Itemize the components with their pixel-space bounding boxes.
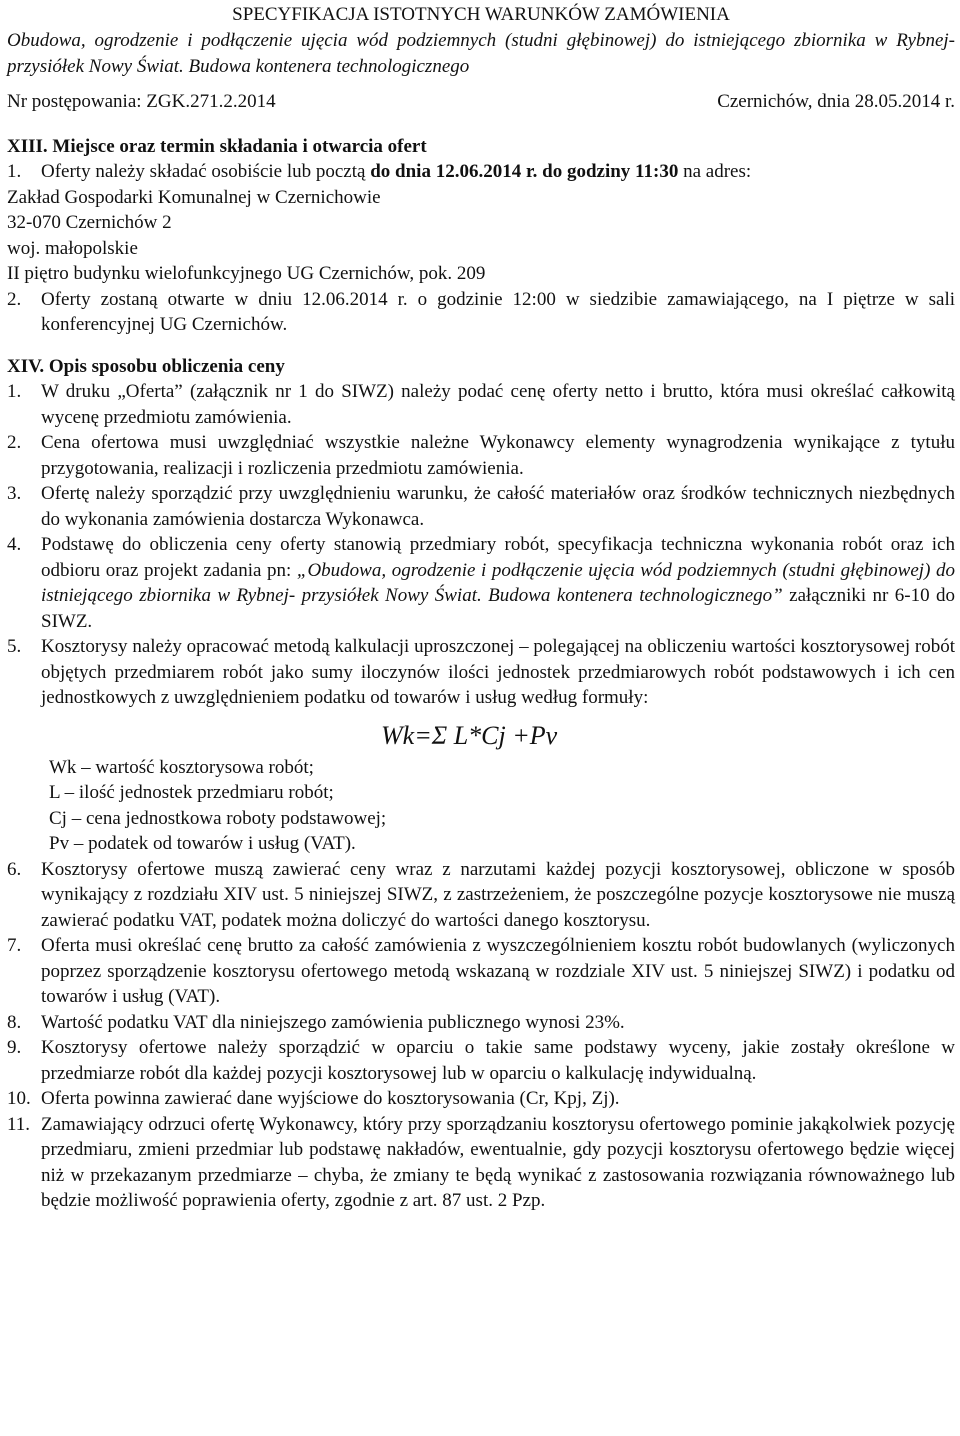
- item-text: Wartość podatku VAT dla niniejszego zamówienia publicznego wynosi 23%.: [41, 1011, 625, 1033]
- section-14-item-5: [7, 634, 955, 711]
- place-date: Czernichów, dnia 28.05.2014 r.: [717, 91, 955, 112]
- item-text: Ofertę należy sporządzić przy uwzględnieniu warunku, że całość materiałów oraz środków technicznych niezbędnych do wykonania zamówienia dostarcza Wykonawca.: [41, 483, 955, 530]
- item-text: Cena ofertowa musi uwzględniać wszystkie należne Wykonawcy elementy wynagrodzenia wynikające z tytułu przygotowania, realizacji i rozliczenia przedmiotu zamówienia.: [41, 432, 955, 479]
- item-text: Zamawiający odrzuci ofertę Wykonawcy, który przy sporządzaniu kosztorysu ofertowego pominie jakąkolwiek pozycję przedmiaru, zmieni przedmiar lub podstawę nakładów, ewentualnie, gdy pozycji kosztorysu ofertowego będzie więcej niż w przekazanym przedmiarze – chyba, że zmiany te będą wynikać z zastosowania rozwiązania równoważnego lub będzie możliwość poprawienia oferty, zgodnie z art. 87 ust. 2 Pzp.: [41, 1113, 955, 1211]
- item-number: 8.: [7, 1011, 22, 1033]
- item-text-end: o godzinie 12:00 w siedzibie zamawiającego, na I piętrze w sali konferencyjnej UG Czernichów.: [41, 288, 956, 335]
- item-number: 9.: [7, 1037, 22, 1058]
- address-line: woj. małopolskie: [7, 237, 138, 259]
- section-14-item-1: [7, 379, 955, 430]
- item-text: Kosztorysy należy opracować metodą kalkulacji uproszczonej – polegającej na obliczeniu wartości kosztorysowej robót objętych przedmiarem robót jako sumy iloczynów ilości jednostek przedmiarowych robót podstawowych i ich cen jednostkowych z uwzględnieniem podatku od towarów i usług według formuły:: [41, 636, 955, 708]
- address-block: [7, 185, 955, 287]
- item-text-end: załączniki nr 6-10 do SIWZ.: [41, 585, 956, 632]
- definition-line: Pv – podatek od towarów i usług (VAT).: [49, 833, 356, 854]
- address-line: 32-070 Czernichów 2: [7, 212, 172, 233]
- item-text: Oferty zostaną otwarte w dniu: [41, 288, 303, 310]
- item-number: 1.: [7, 381, 22, 402]
- formula-definitions: [49, 755, 955, 857]
- section-13-item-1: [7, 159, 955, 185]
- item-text: W druku „Oferta” (załącznik nr 1 do SIWZ) należy podać cenę oferty netto i brutto, która musi określać całkowitą wycenę przedmiotu zamówienia.: [41, 381, 955, 428]
- deadline-text: do dnia 12.06.2014 r. do godziny 11:30: [370, 161, 679, 182]
- address-line: Zakład Gospodarki Komunalnej w Czernichowie: [7, 186, 381, 208]
- item-number: 11.: [7, 1113, 31, 1135]
- item-text: Kosztorysy ofertowe muszą zawierać ceny wraz z narzutami każdej pozycji kosztorysowej, obliczone w sposób wynikający z rozdziału XIV ust. 5 niniejszej SIWZ, z zastrzeżeniem, że poszczególne pozycje kosztorysowe nie muszą zawierać podatku VAT, podatek można doliczyć do wartości danego kosztorysu.: [41, 858, 955, 931]
- item-text: Oferta powinna zawierać dane wyjściowe do kosztorysowania (Cr, Kpj, Zj).: [41, 1088, 620, 1109]
- item-number: 1.: [7, 161, 22, 182]
- item-text: Kosztorysy ofertowe należy sporządzić w oparciu o takie same podstawy wyceny, jakie zostały określone w przedmiarze robót dla każdej pozycji kosztorysowej lub w oparciu o kalkulację indywidualną.: [41, 1037, 955, 1084]
- section-14-item-7: [7, 933, 955, 1010]
- section-14-item-3: [7, 481, 955, 532]
- section-14-item-10: [7, 1086, 955, 1112]
- item-number: 4.: [7, 534, 22, 555]
- item-text-end: na adres:: [678, 161, 752, 182]
- item-number: 3.: [7, 483, 22, 504]
- section-14-item-9: [7, 1035, 955, 1086]
- item-text: Oferty należy składać osobiście lub pocztą: [41, 161, 371, 182]
- definition-line: Wk – wartość kosztorysowa robót;: [49, 756, 314, 778]
- item-number: 10.: [7, 1088, 31, 1109]
- section-14-item-11: [7, 1112, 955, 1214]
- document-title: SPECYFIKACJA ISTOTNYCH WARUNKÓW ZAMÓWIENIA: [232, 4, 730, 25]
- document-page: [7, 0, 955, 1214]
- section-14-item-8: [7, 1010, 955, 1036]
- item-number: 2.: [7, 288, 22, 310]
- header-meta-row: [7, 89, 955, 115]
- case-number: Nr postępowania: ZGK.271.2.2014: [7, 91, 276, 112]
- section-14-title: XIV. Opis sposobu obliczenia ceny: [7, 355, 285, 377]
- section-13-title: XIII. Miejsce oraz termin składania i otwarcia ofert: [7, 135, 427, 157]
- project-name: „Obudowa, ogrodzenie i podłączenie ujęcia wód podziemnych (studni głębinowej) do istniejącego zbiornika w Rybnej- przysiółek Nowy Świat. Budowa kontenera technologicznego”: [41, 559, 955, 606]
- cost-formula: Wk=Σ L*Cj +Pv: [381, 720, 558, 750]
- item-number: 5.: [7, 636, 22, 657]
- section-14-item-6: [7, 857, 955, 934]
- section-14-item-2: [7, 430, 955, 481]
- document-subtitle: Obudowa, ogrodzenie i podłączenie ujęcia wód podziemnych (studni głębinowej) do istniejącego zbiornika w Rybnej- przysiółek Nowy Świat. Budowa kontenera technologicznego: [7, 30, 955, 77]
- address-line: II piętro budynku wielofunkcyjnego UG Czernichów, pok. 209: [7, 263, 486, 284]
- section-14-item-4: [7, 532, 955, 634]
- item-text: Oferta musi określać cenę brutto za całość zamówienia z wyszczególnieniem kosztu robót budowlanych (wyliczonych poprzez sporządzenie kosztorysu ofertowego metodą wskazaną w rozdziale XIV ust. 5 niniejszej SIWZ) i podatku od towarów i usług (VAT).: [41, 935, 955, 1007]
- definition-line: L – ilość jednostek przedmiaru robót;: [49, 782, 334, 803]
- opening-date: 12.06.2014 r.: [302, 288, 408, 310]
- section-13-item-2: [7, 287, 955, 338]
- definition-line: Cj – cena jednostkowa roboty podstawowej;: [49, 807, 387, 829]
- item-number: 2.: [7, 432, 22, 453]
- item-number: 6.: [7, 858, 22, 880]
- item-text: Podstawę do obliczenia ceny oferty stanowią przedmiary robót, specyfikacja techniczna wykonania robót oraz ich odbioru oraz projekt zadania pn:: [41, 534, 955, 581]
- item-number: 7.: [7, 935, 22, 956]
